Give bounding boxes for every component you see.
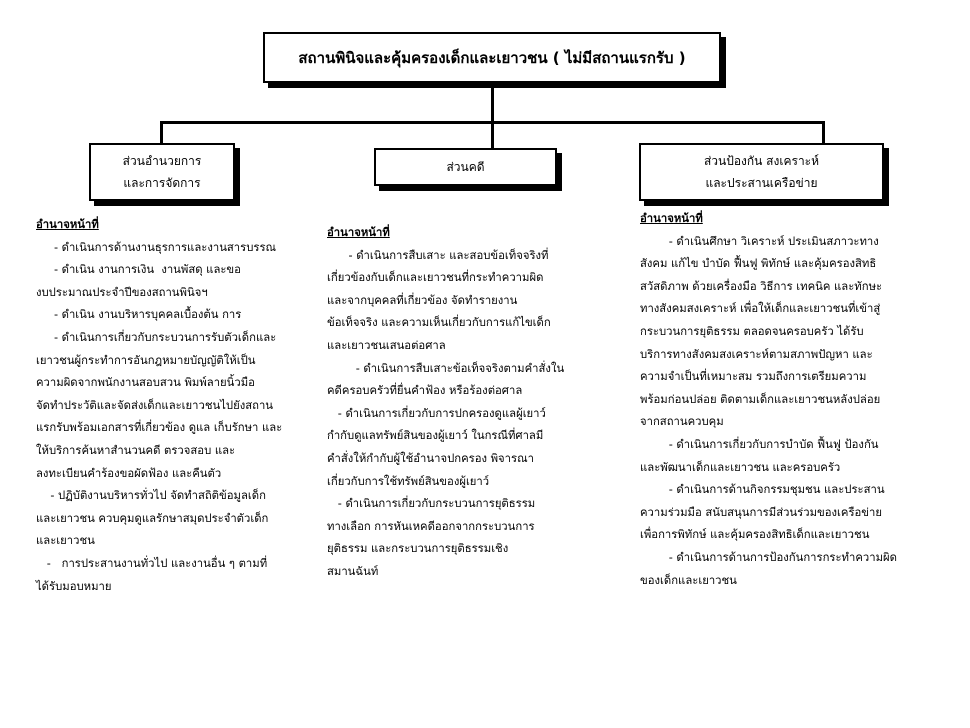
duty-line: ทางเลือก การหันเหคดีออกจากกระบวนการ — [327, 519, 535, 533]
duty-line: คดีครอบครัวที่ยื่นคำฟ้อง หรือร้องต่อศาล — [327, 384, 523, 398]
duties-heading: อำนาจหน้าที่ — [36, 218, 99, 231]
duties-column-prevention-welfare — [640, 208, 897, 592]
unit-name-line: และการจัดการ — [123, 176, 201, 190]
duties-heading: อำนาจหน้าที่ — [327, 226, 390, 239]
duty-line: - ปฏิบัติงานบริหารทั่วไป จัดทำสถิติข้อมูลเด็ก — [36, 489, 266, 503]
duty-line: - ดำเนินการสืบเสาะ และสอบข้อเท็จจริงที่ — [327, 248, 549, 262]
duty-line: ลงทะเบียนคำร้องขอผัดฟ้อง และคืนตัว — [36, 466, 222, 480]
duty-line: - ดำเนินการด้านการป้องกันการกระทำความผิด — [640, 550, 897, 564]
duty-line: คำสั่งให้กำกับผู้ใช้อำนาจปกครอง พิจารณา — [327, 451, 534, 465]
duties-heading: อำนาจหน้าที่ — [640, 212, 703, 225]
duties-column-administration — [36, 214, 282, 598]
connector-right-vertical — [822, 121, 825, 143]
duty-line: ให้บริการค้นหาสำนวนคดี ตรวจสอบ และ — [36, 443, 236, 457]
connector-top-vertical — [491, 83, 494, 123]
duty-line: - ดำเนินการเกี่ยวกับการปกครองดูแลผู้เยาว์ — [327, 406, 546, 420]
duty-line: และเยาวชน ควบคุมดูแลรักษาสมุดประจำตัวเด็ก — [36, 511, 269, 525]
duty-line: และเยาวชนเสนอต่อศาล — [327, 338, 446, 352]
duty-line: เกี่ยวกับการใช้ทรัพย์สินของผู้เยาว์ — [327, 474, 490, 488]
duty-line: พร้อมก่อนปล่อย ติดตามเด็กและเยาวชนหลังปล่อย — [640, 392, 881, 406]
unit-name-line: และประสานเครือข่าย — [705, 176, 818, 190]
unit-box-case — [374, 148, 557, 186]
duty-line: ทางสังคมสงเคราะห์ เพื่อให้เด็กและเยาวชนที่เข้าสู่ — [640, 302, 881, 316]
duty-line: - ดำเนิน งานบริหารบุคคลเบื้องต้น การ — [36, 308, 242, 322]
duty-line: สวัสดิภาพ ด้วยเครื่องมือ วิธีการ เทคนิค และทักษะ — [640, 279, 883, 293]
duty-line: เกี่ยวข้องกับเด็กและเยาวชนที่กระทำความผิด — [327, 271, 544, 285]
duty-line: ความผิดจากพนักงานสอบสวน พิมพ์ลายนิ้วมือ — [36, 376, 255, 390]
duty-line: จากสถานควบคุม — [640, 415, 724, 429]
duty-line: กำกับดูแลทรัพย์สินของผู้เยาว์ ในกรณีที่ศาลมี — [327, 429, 544, 443]
unit-box-prevention-welfare — [639, 143, 884, 201]
duty-line: ได้รับมอบหมาย — [36, 579, 112, 593]
unit-box-administration — [89, 143, 235, 201]
duty-line: ยุติธรรม และกระบวนการยุติธรรมเชิง — [327, 542, 509, 556]
duty-line: - ดำเนินการเกี่ยวกับการบำบัด ฟื้นฟู ป้องกัน — [640, 437, 879, 451]
duty-line: - การประสานงานทั่วไป และงานอื่น ๆ ตามที่ — [36, 556, 268, 570]
unit-name-line: ส่วนอำนวยการ — [122, 154, 202, 168]
duty-line: บริการทางสังคมสงเคราะห์ตามสภาพปัญหา และ — [640, 347, 873, 361]
unit-name-line: ส่วนป้องกัน สงเคราะห์ — [703, 154, 820, 168]
duty-line: กระบวนการยุติธรรม ตลอดจนครอบครัว ได้รับ — [640, 324, 864, 338]
duty-line: ของเด็กและเยาวชน — [640, 573, 737, 587]
connector-middle-vertical — [491, 121, 494, 148]
duty-line: - ดำเนินการด้านกิจกรรมชุมชน และประสาน — [640, 483, 885, 497]
duty-line: - ดำเนิน งานการเงิน งานพัสดุ และขอ — [36, 263, 241, 277]
duty-line: และเยาวชน — [36, 534, 95, 548]
duties-column-case — [327, 222, 564, 584]
top-box-juvenile-observation-center — [263, 32, 721, 83]
duties-lines — [640, 231, 897, 593]
duty-line: - ดำเนินศึกษา วิเคราะห์ ประเมินสภาวะทาง — [640, 234, 879, 248]
duty-line: เยาวชนผู้กระทำการอันกฎหมายบัญญัติให้เป็น — [36, 353, 256, 367]
duty-line: แรกรับพร้อมเอกสารที่เกี่ยวข้อง ดูแล เก็บรักษา และ — [36, 421, 283, 435]
unit-name-line: ส่วนคดี — [446, 159, 485, 174]
duty-line: - ดำเนินการเกี่ยวกับกระบวนการยุติธรรม — [327, 497, 536, 511]
duty-line: จัดทำประวัติและจัดส่งเด็กและเยาวชนไปยังสถาน — [36, 398, 274, 412]
duties-lines — [327, 245, 564, 584]
duty-line: และพัฒนาเด็กและเยาวชน และครอบครัว — [640, 460, 841, 474]
duty-line: สมานฉันท์ — [327, 564, 379, 578]
duty-line: เพื่อการพิทักษ์ และคุ้มครองสิทธิเด็กและเยาวชน — [640, 528, 870, 542]
duty-line: และจากบุคคลที่เกี่ยวข้อง จัดทำรายงาน — [327, 293, 518, 307]
duty-line: ความจำเป็นที่เหมาะสม รวมถึงการเตรียมความ — [640, 370, 867, 384]
duty-line: ข้อเท็จจริง และความเห็นเกี่ยวกับการแก้ไขเด็ก — [327, 316, 551, 330]
duty-line: สังคม แก้ไข บำบัด ฟื้นฟู พิทักษ์ และคุ้มครองสิทธิ — [640, 257, 877, 271]
duty-line: - ดำเนินการเกี่ยวกับกระบวนการรับตัวเด็กและ — [36, 330, 277, 344]
duty-line: งบประมาณประจำปีของสถานพินิจฯ — [36, 285, 208, 299]
duty-line: - ดำเนินการสืบเสาะข้อเท็จจริงตามคำสั่งใน — [327, 361, 565, 375]
duty-line: ความร่วมมือ สนับสนุนการมีส่วนร่วมของเครือข่าย — [640, 505, 882, 519]
duty-line: - ดำเนินการด้านงานธุรการและงานสารบรรณ — [36, 240, 277, 254]
top-box-title: สถานพินิจและคุ้มครองเด็กและเยาวชน ( ไม่มีสถานแรกรับ ) — [298, 48, 686, 67]
duties-lines — [36, 237, 282, 599]
connector-left-vertical — [160, 121, 163, 143]
